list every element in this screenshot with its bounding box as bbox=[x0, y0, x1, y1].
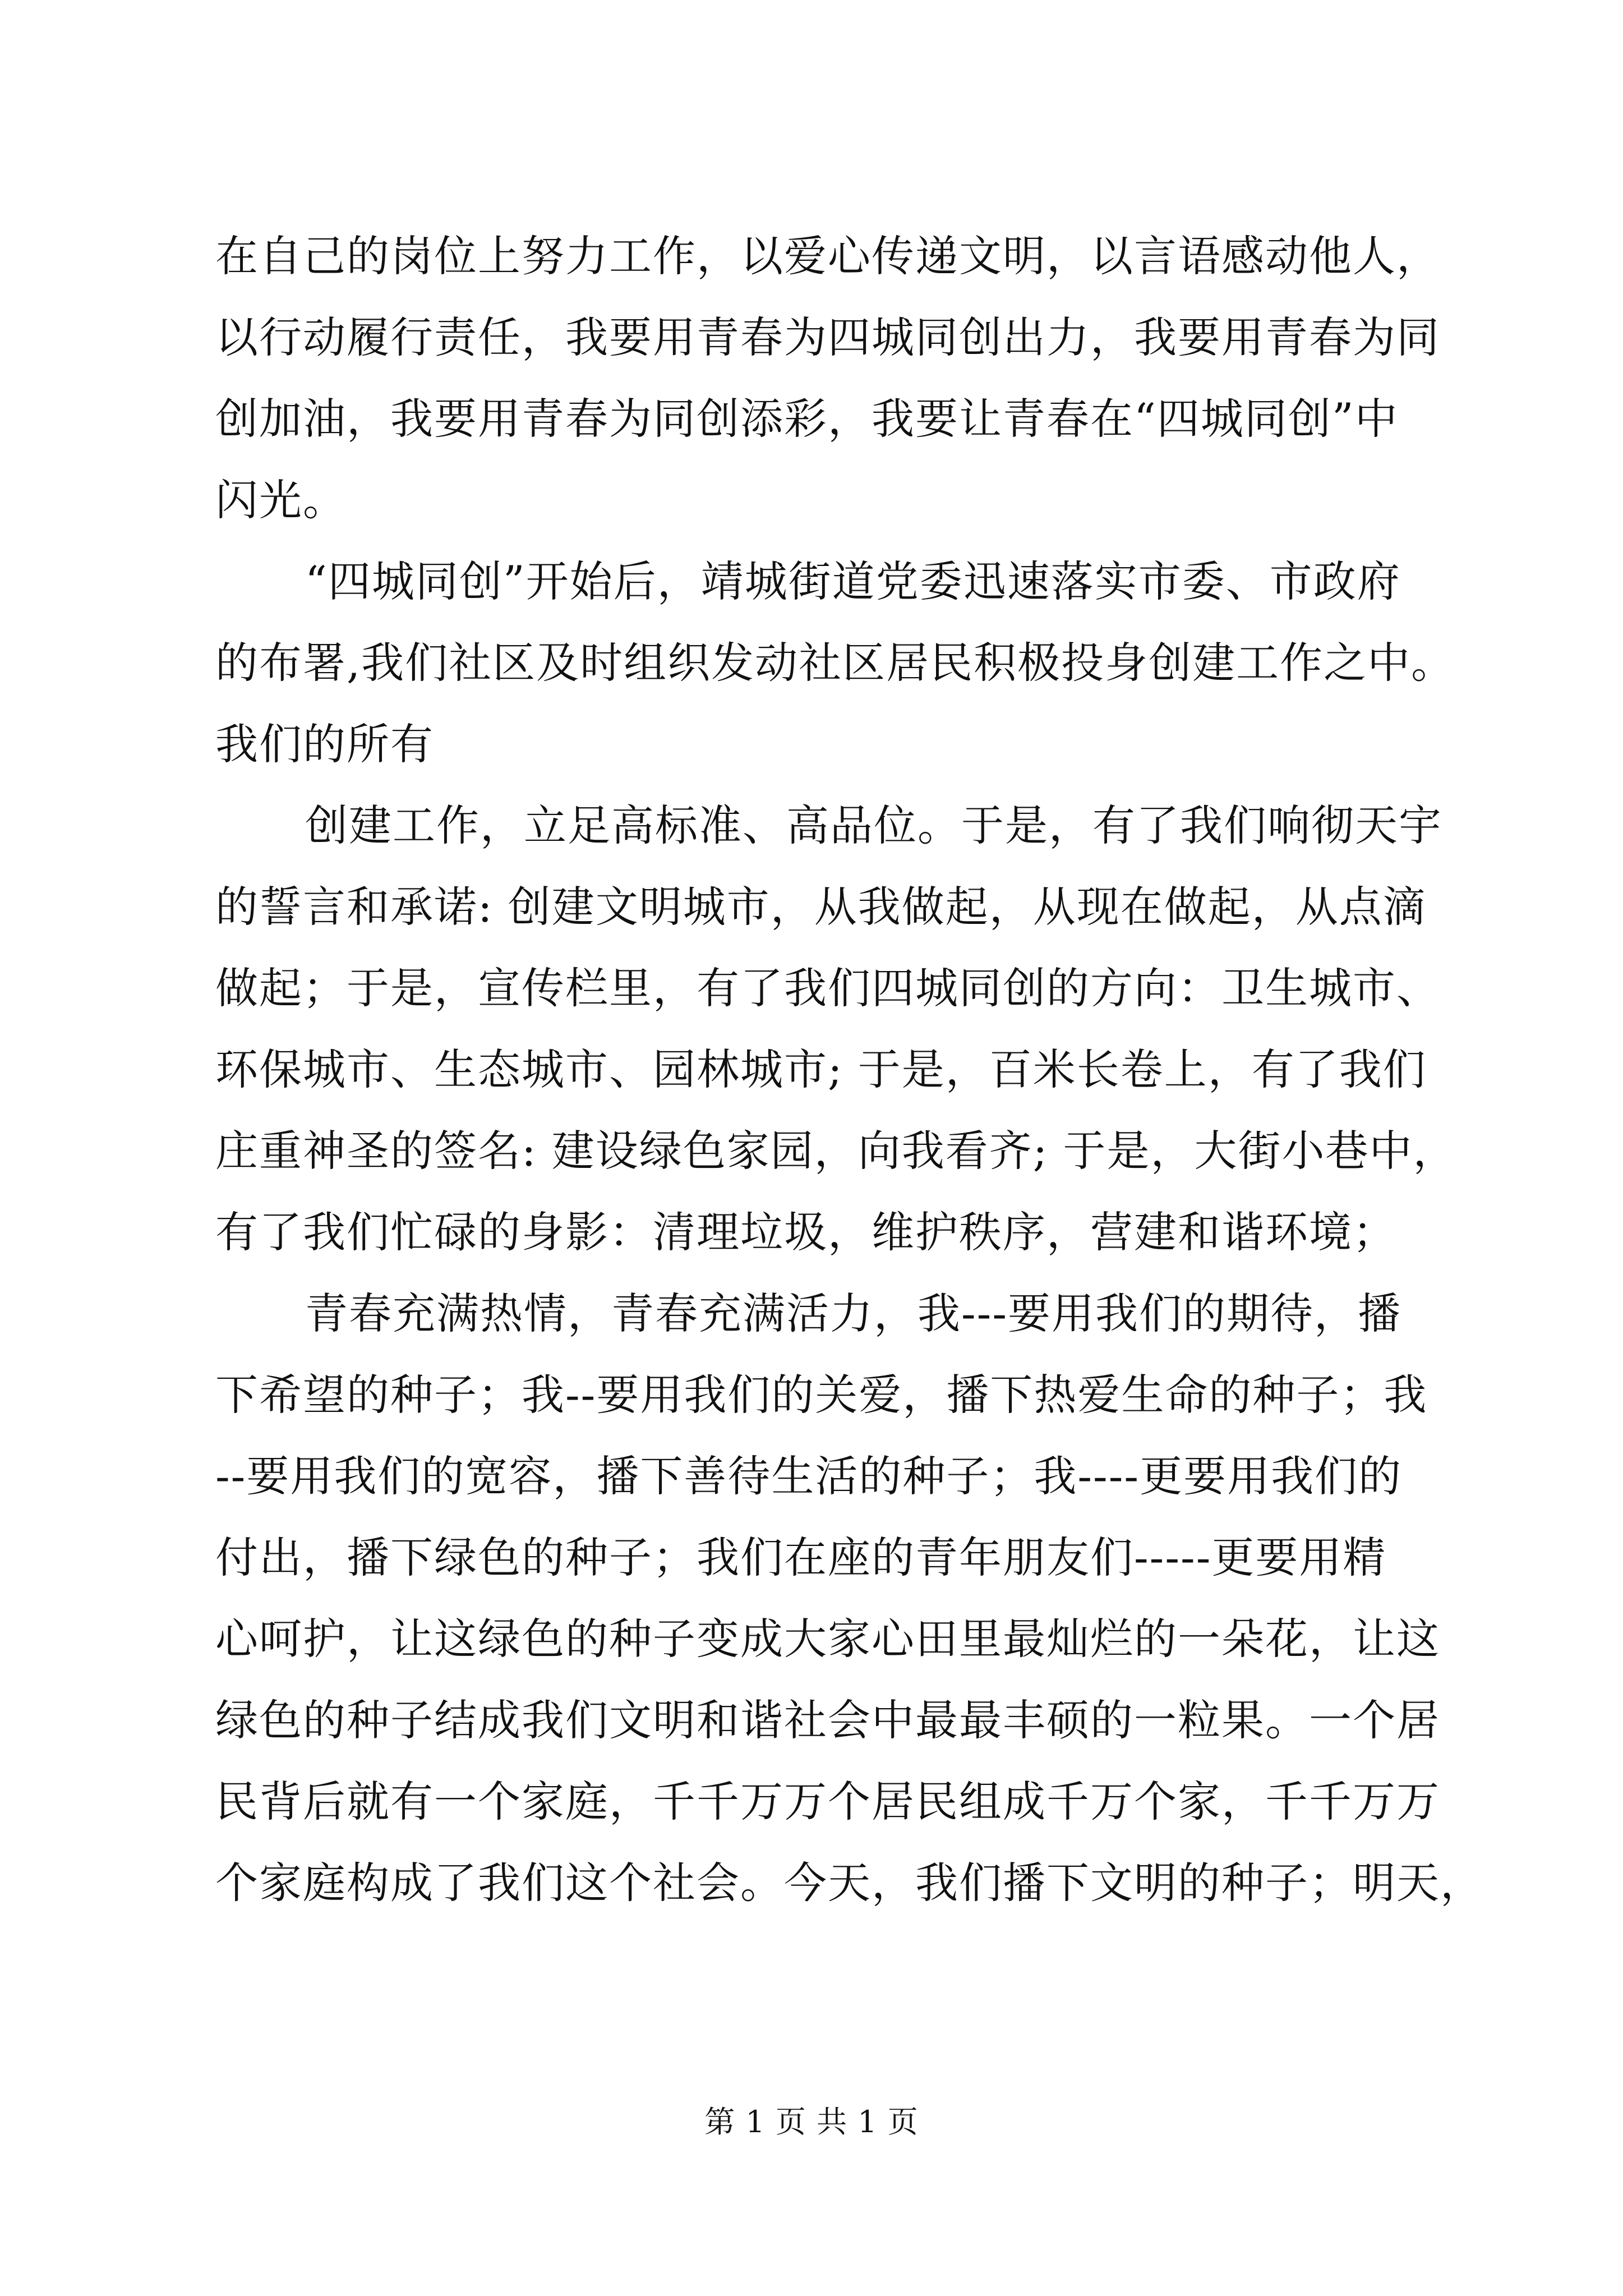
text-line: 的布署,我们社区及时组织发动社区居民积极投身创建工作之中。 bbox=[215, 638, 1455, 688]
text-line: 创加油，我要用青春为同创添彩，我要让青春在“四城同创”中 bbox=[215, 394, 1399, 444]
paragraph-first-line: 创建工作，立足高标准、高品位。于是，有了我们响彻天宇 bbox=[305, 800, 1442, 850]
document-body bbox=[215, 215, 1484, 1924]
text-line: 下希望的种子；我--要用我们的关爱，播下热爱生命的种子；我 bbox=[215, 1370, 1428, 1420]
text-line: --要用我们的宽容，播下善待生活的种子；我----更要用我们的 bbox=[215, 1451, 1403, 1501]
text-line: 我们的所有 bbox=[215, 719, 434, 769]
text-line: 心呵护，让这绿色的种子变成大家心田里最灿烂的一朵花，让这 bbox=[215, 1614, 1440, 1664]
text-line: 在自己的岗位上努力工作，以爱心传递文明，以言语感动他人， bbox=[215, 231, 1440, 281]
text-line: 庄重神圣的签名: 建设绿色家园，向我看齐; 于是，大街小巷中， bbox=[215, 1126, 1457, 1176]
text-line: 环保城市、生态城市、园林城市; 于是，百米长卷上，有了我们 bbox=[215, 1045, 1427, 1094]
text-line: 做起；于是，宣传栏里，有了我们四城同创的方向：卫生城市、 bbox=[215, 963, 1440, 1013]
text-line: 个家庭构成了我们这个社会。今天，我们播下文明的种子；明天， bbox=[215, 1858, 1484, 1908]
text-line: 付出，播下绿色的种子；我们在座的青年朋友们-----更要用精 bbox=[215, 1533, 1387, 1582]
text-line: 以行动履行责任，我要用青春为四城同创出力，我要用青春为同 bbox=[215, 312, 1440, 362]
text-line: 绿色的种子结成我们文明和谐社会中最最丰硕的一粒果。一个居 bbox=[215, 1695, 1440, 1745]
text-line: 民背后就有一个家庭，千千万万个居民组成千万个家，千千万万 bbox=[215, 1777, 1440, 1826]
text-line: 闪光。 bbox=[215, 475, 347, 525]
text-line: 有了我们忙碌的身影：清理垃圾，维护秩序，营建和谐环境； bbox=[215, 1207, 1396, 1257]
paragraph-first-line: 青春充满热情，青春充满活力，我---要用我们的期待，播 bbox=[305, 1289, 1402, 1338]
text-line: 的誓言和承诺: 创建文明城市，从我做起，从现在做起，从点滴 bbox=[215, 882, 1427, 932]
page-number-footer: 第 1 页 共 1 页 bbox=[704, 2104, 919, 2139]
paragraph-first-line: “四城同创”开始后，靖城街道党委迅速落实市委、市政府 bbox=[305, 556, 1401, 606]
